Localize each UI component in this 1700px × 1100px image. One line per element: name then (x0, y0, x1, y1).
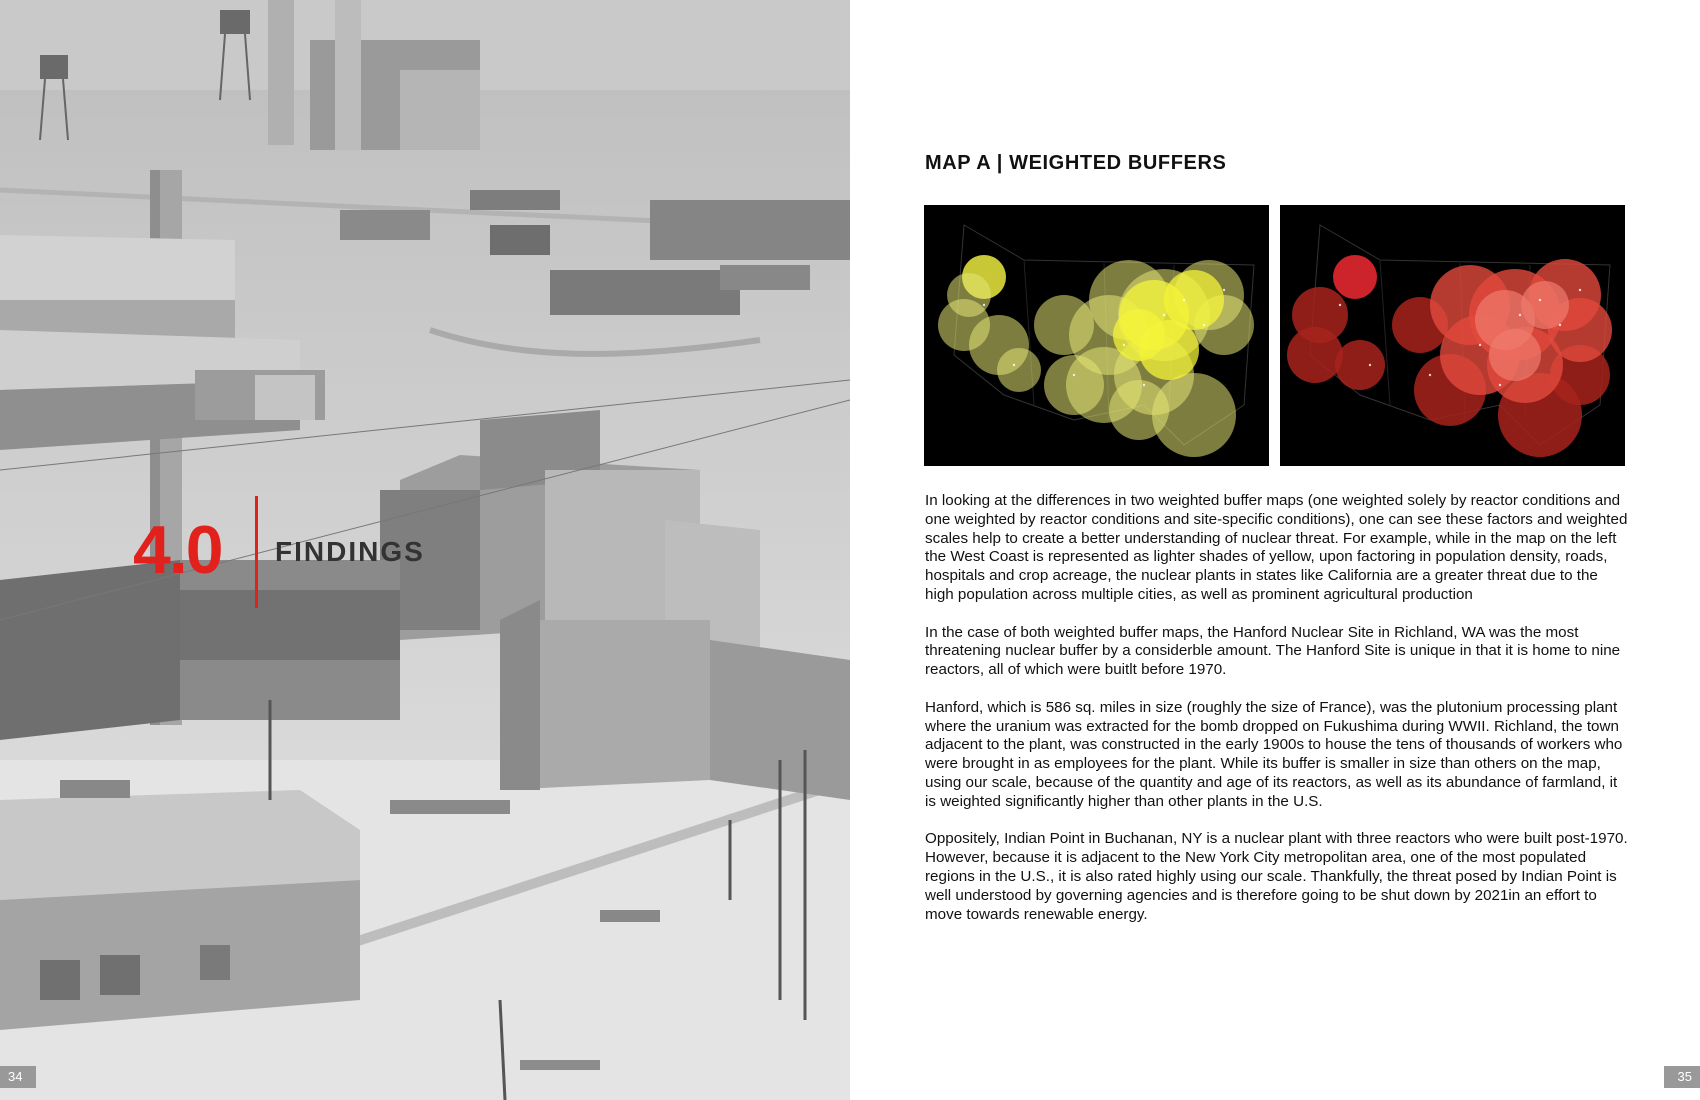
paragraph: Oppositely, Indian Point in Buchanan, NY is a nuclear plant with three reactors who were built post-1970. However, because it is adjacent to the New York City metropolitan area, one of the most populated regions in the U.S., it is also rated highly using our scale. Thankfully, the threat posed by Indian Point is well understood by governing agencies and is therefore going to be shut down by 2021in an effort to move towards renewable energy. (925, 830, 1628, 923)
red-buffer-map (1280, 205, 1625, 466)
section-number: 4.0 (133, 512, 222, 588)
paragraph: In the case of both weighted buffer maps, the Hanford Nuclear Site in Richland, WA was the most threatening nuclear buffer by a considerble amount. The Hanford Site is unique in that it is home to nine reactors, all of which were buitlt before 1970. (925, 623, 1621, 679)
paragraph: In looking at the differences in two weighted buffer maps (one weighted solely by reactor conditions and one weighted by reactor conditions and site-specific conditions), one can see these factors and weighted scales help to create a better understanding of nuclear threat. For example, while in the map on the left the West Coast is represented as lighter shades of yellow, upon factoring in population density, roads, hospitals and crop acreage, the nuclear plants in states like California are a greater threat due to the high population across multiple cities, as well as prominent agricultural production (925, 492, 1628, 603)
paragraph: Hanford, which is 586 sq. miles in size (roughly the size of France), was the plutonium processing plant where the uranium was extracted for the bomb dropped on Fukushima during WWII. Richland, the town adjacent to the plant, was constructed in the early 1900s to house the tens of thousands of workers who were brought in as employees for the plant. While its buffer is smaller in size than others on the map, using our scale, because of the quantity and age of its reactors, as well as its abundance of farmland, it is weighted significantly higher than other plants in the U.S. (925, 698, 1623, 810)
left-page-number: 34 (0, 1066, 36, 1088)
map-heading: MAP A | WEIGHTED BUFFERS (925, 152, 1227, 174)
section-divider (255, 496, 258, 608)
body-text (925, 492, 1630, 943)
right-page-number: 35 (1664, 1066, 1700, 1088)
yellow-buffer-map (924, 205, 1269, 466)
section-title: FINDINGS (275, 536, 425, 567)
right-page (850, 0, 1700, 1100)
